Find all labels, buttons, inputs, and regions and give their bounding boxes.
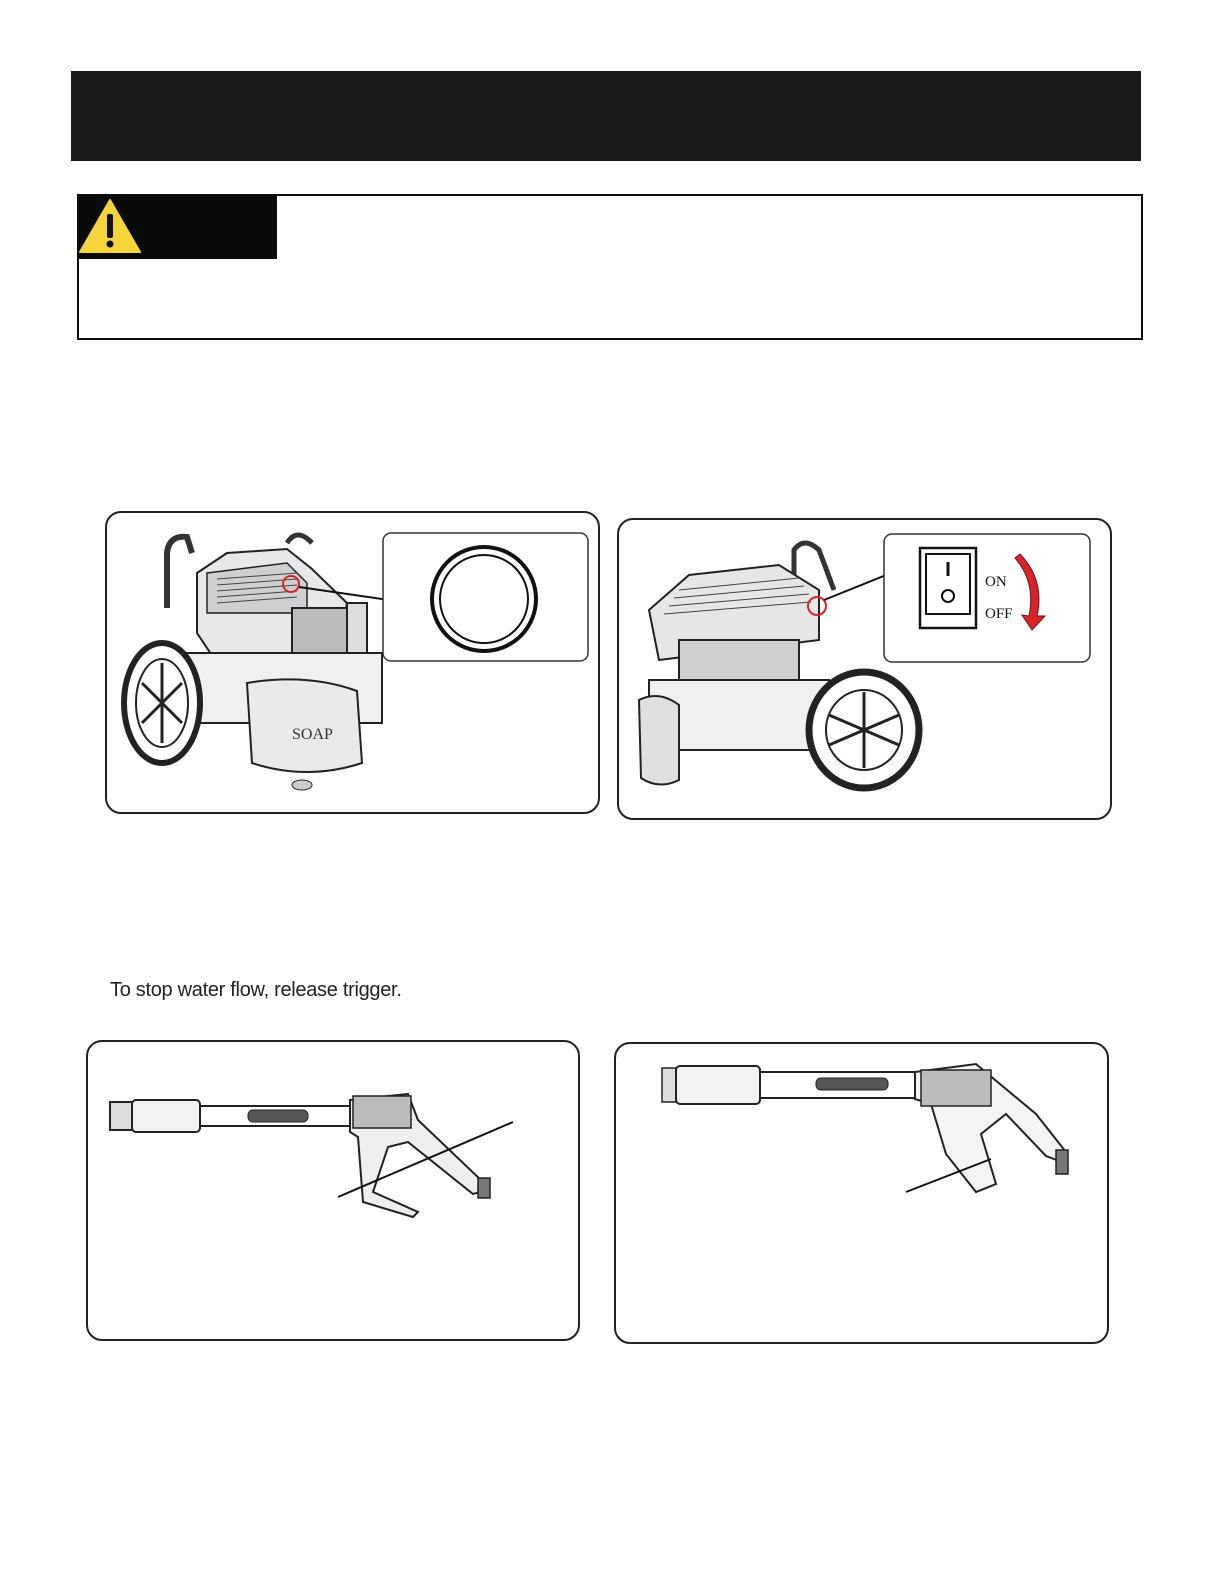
switch-off-label: OFF: [985, 606, 1013, 622]
figure-panel-gun-released: [86, 1040, 580, 1341]
spray-gun-pressed-illustration: [616, 1044, 1107, 1342]
figure-panel-washer-front: [105, 511, 600, 814]
figure-panel-gun-pressed: [614, 1042, 1109, 1344]
section-header-bar: [71, 71, 1141, 161]
switch-on-label: ON: [985, 574, 1007, 590]
figure-panel-washer-switch: [617, 518, 1112, 820]
pressure-washer-front-illustration: [107, 513, 598, 812]
soap-label: SOAP: [292, 726, 333, 743]
pressure-washer-rear-illustration: [619, 520, 1110, 818]
stop-flow-instruction: To stop water flow, release trigger.: [110, 979, 402, 1001]
spray-gun-illustration: [88, 1042, 578, 1339]
warning-tab: [77, 194, 277, 259]
warning-triangle-icon: [77, 194, 277, 259]
